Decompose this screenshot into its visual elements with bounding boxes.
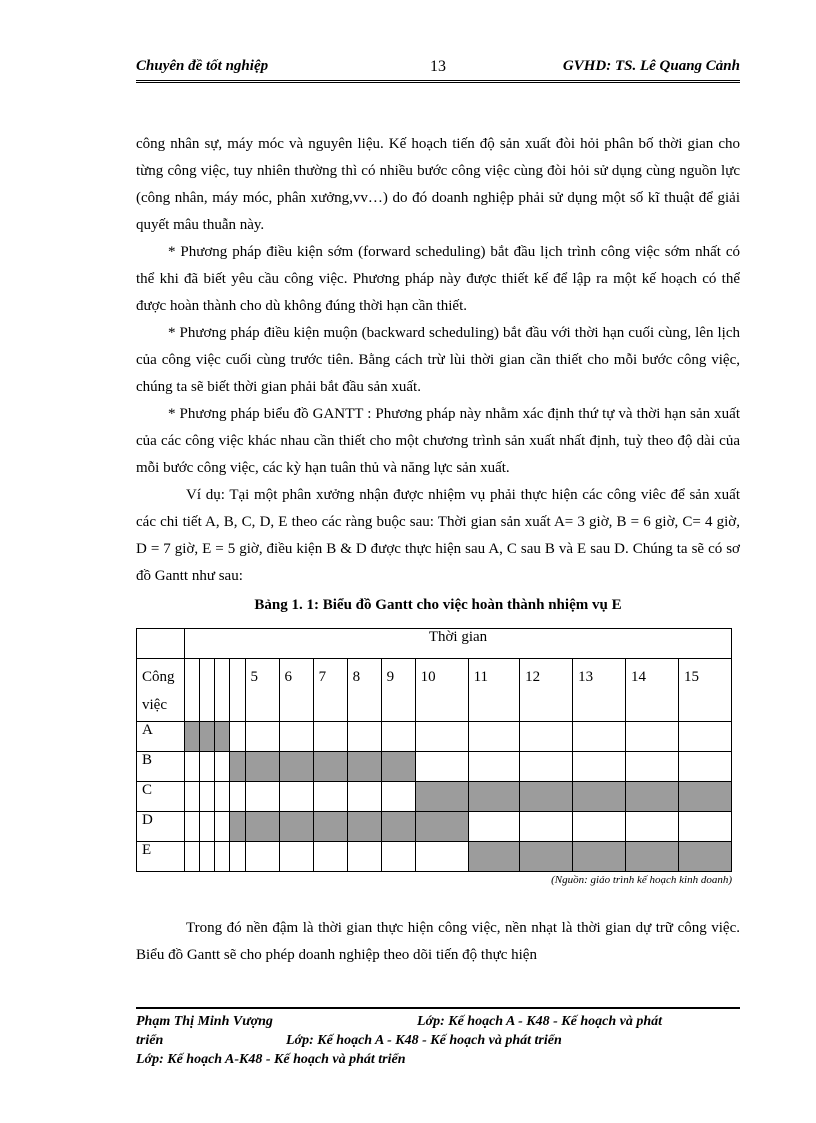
gantt-bar-cell [678,782,731,812]
gantt-bar-cell [313,752,347,782]
gantt-empty-cell [279,722,313,752]
gantt-empty-cell [185,752,200,782]
gantt-empty-cell [347,842,381,872]
gantt-empty-cell [626,722,679,752]
hour-label: 13 [573,659,626,722]
gantt-bar-cell [573,842,626,872]
corner-cell [137,629,185,659]
gantt-empty-cell [215,782,230,812]
gantt-empty-cell [347,782,381,812]
gantt-bar-cell [381,812,415,842]
paragraph: * Phương pháp biểu đồ GANTT : Phương pháp này nhằm xác định thứ tự và thời hạn sản xuất của các công việc khác nhau cần thiết cho một chương trình sản xuất nhất định, tuỳ theo độ dài của mỗi bước công việc, các kỳ hạn tuân thủ và năng lực sản xuất. [136,406,740,476]
gantt-empty-cell [313,722,347,752]
hour-label: 5 [245,659,279,722]
gantt-empty-cell [520,722,573,752]
task-label: D [137,812,185,842]
gantt-empty-cell [520,752,573,782]
gantt-bar-cell [245,812,279,842]
gantt-empty-cell [626,812,679,842]
task-label: C [137,782,185,812]
table-row [137,782,732,812]
gantt-empty-cell [415,722,468,752]
gantt-empty-cell [347,722,381,752]
gantt-bar-cell [230,752,245,782]
task-label: E [137,842,185,872]
hour-label [215,659,230,722]
task-label: A [137,722,185,752]
header-title: Chuyên đề tốt nghiệp [136,58,269,74]
gantt-empty-cell [185,782,200,812]
gantt-bar-cell [626,842,679,872]
hour-label: 10 [415,659,468,722]
hour-label: 6 [279,659,313,722]
footer-rule [136,1007,740,1009]
gantt-empty-cell [468,812,520,842]
gantt-empty-cell [381,722,415,752]
gantt-bar-cell [415,782,468,812]
gantt-bar-cell [347,752,381,782]
gantt-bar-cell [279,812,313,842]
page-number: 13 [430,58,446,75]
gantt-empty-cell [279,782,313,812]
gantt-empty-cell [573,722,626,752]
hour-label: 7 [313,659,347,722]
hour-label: 12 [520,659,573,722]
gantt-empty-cell [678,812,731,842]
footer-class: Lớp: Kế hoạch A - K48 - Kế hoạch và phát triển [286,1033,562,1048]
gantt-empty-cell [230,782,245,812]
hour-label: 15 [678,659,731,722]
gantt-empty-cell [520,812,573,842]
paragraph: công nhân sự, máy móc và nguyên liệu. Kế hoạch tiến độ sản xuất đòi hỏi phân bố thời gian cho từng công việc, tuy nhiên thường thì có nhiều bước công việc cùng đòi hỏi sử dụng cùng nguồn lực (công nhân, máy móc, phân xưởng,vv…) do đó doanh nghiệp phải sử dụng một số kĩ thuật để giải quyết mâu thuẫn này. [136,136,740,233]
gantt-empty-cell [245,782,279,812]
gantt-empty-cell [415,842,468,872]
gantt-empty-cell [230,722,245,752]
footer-class: Lớp: Kế hoạch A-K48 - Kế hoạch và phát triển [136,1052,406,1067]
closing-text [136,915,740,969]
paragraph: * Phương pháp điều kiện sớm (forward scheduling) bắt đầu lịch trình công việc sớm nhất có thể khi đã biết yêu cầu công việc. Phương pháp này được thiết kế để lập ra một kế hoạch có thể được hoàn thành cho dù không đúng thời hạn cần thiết. [136,244,740,314]
hour-label [230,659,245,722]
gantt-empty-cell [415,752,468,782]
footer-author: Phạm Thị Minh Vượng [136,1014,273,1029]
hour-label: 14 [626,659,679,722]
gantt-bar-cell [245,752,279,782]
gantt-bar-cell [200,722,215,752]
gantt-empty-cell [245,842,279,872]
hour-label: 9 [381,659,415,722]
gantt-bar-cell [626,782,679,812]
table-row [137,752,732,782]
gantt-bar-cell [279,752,313,782]
hour-label: 8 [347,659,381,722]
gantt-empty-cell [215,752,230,782]
paragraph: Ví dụ: Tại một phân xưởng nhận được nhiệm vụ phải thực hiện các công viêc để sản xuất các chi tiết A, B, C, D, E theo các ràng buộc sau: Thời gian sản xuất A= 3 giờ, B = 6 giờ, C= 4 giờ, D = 7 giờ, E = 5 giờ, điều kiện B & D được thực hiện sau A, C sau B và E sau D. Chúng ta sẽ có sơ đồ Gantt như sau: [136,487,740,584]
gantt-bar-cell [347,812,381,842]
paragraph: Trong đó nền đậm là thời gian thực hiện công việc, nền nhạt là thời gian dự trữ công việc. Biểu đồ Gantt sẽ cho phép doanh nghiệp theo dõi tiến độ thực hiện [136,920,740,963]
gantt-empty-cell [215,812,230,842]
gantt-bar-cell [678,842,731,872]
gantt-empty-cell [279,842,313,872]
time-header-row [137,629,732,659]
gantt-empty-cell [185,842,200,872]
gantt-empty-cell [678,722,731,752]
header-supervisor: GVHD: TS. Lê Quang Cảnh [562,58,740,74]
gantt-empty-cell [573,752,626,782]
gantt-empty-cell [626,752,679,782]
page-footer [136,1012,740,1069]
hour-label [200,659,215,722]
gantt-bar-cell [215,722,230,752]
gantt-empty-cell [200,812,215,842]
hour-label-row [137,659,732,722]
gantt-bar-cell [468,842,520,872]
gantt-empty-cell [468,722,520,752]
gantt-empty-cell [185,812,200,842]
gantt-bar-cell [313,812,347,842]
gantt-bar-cell [573,782,626,812]
gantt-empty-cell [200,842,215,872]
time-header: Thời gian [185,629,732,659]
gantt-empty-cell [573,812,626,842]
gantt-empty-cell [200,782,215,812]
task-label: B [137,752,185,782]
table-source: (Nguồn: giáo trình kế hoạch kinh doanh) [551,874,732,886]
gantt-empty-cell [230,842,245,872]
gantt-empty-cell [200,752,215,782]
table-row [137,722,732,752]
gantt-empty-cell [468,752,520,782]
body-text [136,131,740,590]
gantt-empty-cell [381,842,415,872]
gantt-empty-cell [381,782,415,812]
page-header [136,55,740,79]
gantt-table [136,628,732,872]
header-rule [136,80,740,83]
paragraph: * Phương pháp điều kiện muộn (backward scheduling) bắt đầu với thời hạn cuối cùng, lên lịch của công việc cuối cùng trước tiên. Bằng cách trừ lùi thời gian cần thiết cho mỗi bước công việc, chúng ta sẽ biết thời gian phải bắt đầu sản xuất. [136,325,740,395]
gantt-empty-cell [313,842,347,872]
gantt-bar-cell [230,812,245,842]
gantt-bar-cell [468,782,520,812]
gantt-bar-cell [381,752,415,782]
gantt-empty-cell [215,842,230,872]
gantt-bar-cell [415,812,468,842]
footer-class: Lớp: Kế hoạch A - K48 - Kế hoạch và phát [417,1014,662,1029]
hour-label [185,659,200,722]
table-row [137,812,732,842]
gantt-empty-cell [678,752,731,782]
hour-label: 11 [468,659,520,722]
table-caption: Bảng 1. 1: Biểu đồ Gantt cho việc hoàn thành nhiệm vụ E [254,597,622,613]
gantt-bar-cell [520,782,573,812]
task-header: Công việc [137,659,185,722]
table-row [137,842,732,872]
gantt-empty-cell [313,782,347,812]
footer-continuation: triển [136,1033,164,1048]
gantt-empty-cell [245,722,279,752]
gantt-bar-cell [185,722,200,752]
gantt-bar-cell [520,842,573,872]
